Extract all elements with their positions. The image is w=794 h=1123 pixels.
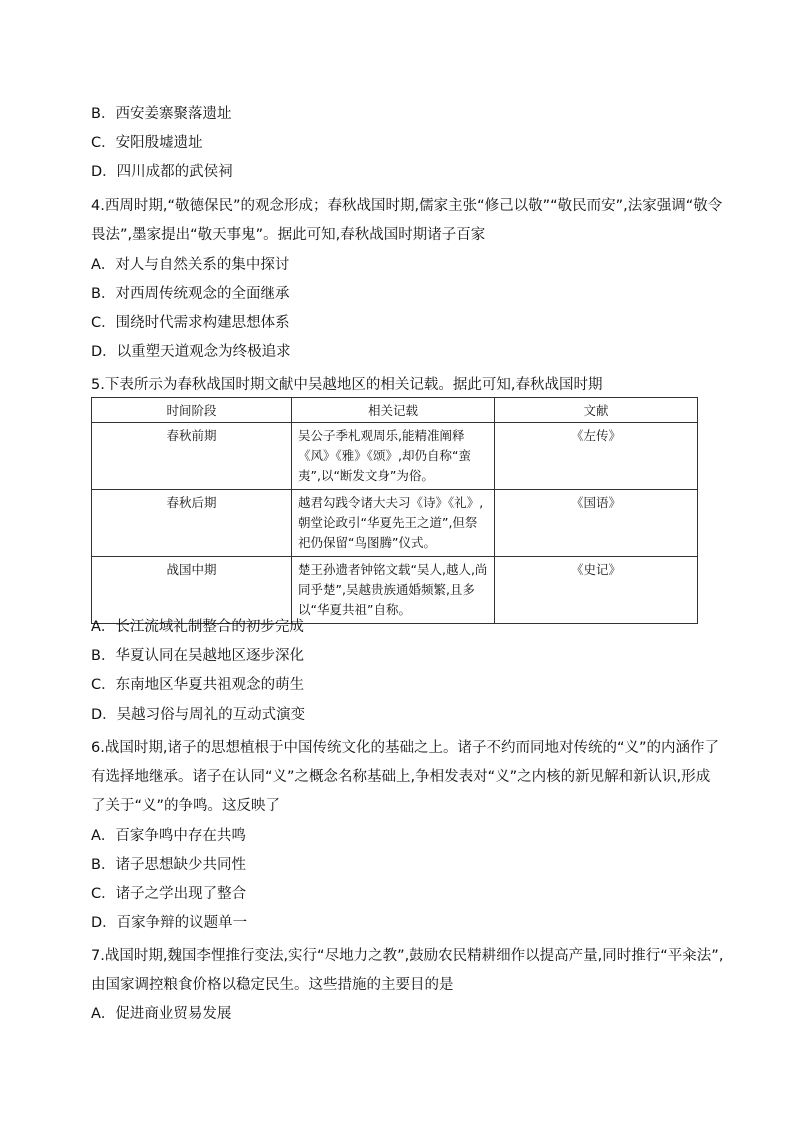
q6-option-d: D．百家争辩的议题单一	[91, 915, 248, 931]
table-row	[92, 490, 698, 557]
table-cell-source: 《国语》	[495, 490, 698, 557]
q6-option-c: C．诸子之学出现了整合	[91, 886, 247, 902]
table-cell-period: 战国中期	[92, 557, 292, 624]
q5-option-c: C．东南地区华夏共祖观念的萌生	[91, 677, 305, 693]
q6-stem-line3: 了关于“义”的争鸣。这反映了	[91, 798, 281, 814]
q6-stem-line2: 有选择地继承。诸子在认同“义”之概念名称基础上,争相发表对“义”之内核的新见解和新认识,形成	[91, 769, 711, 785]
q3-option-d: D．四川成都的武侯祠	[91, 164, 233, 180]
table-header-row	[92, 398, 698, 423]
q4-option-b: B．对西周传统观念的全面继承	[91, 286, 290, 302]
table-header-cell: 文献	[495, 398, 698, 423]
table-row	[92, 423, 698, 490]
q3-option-b: B．西安姜寨聚落遗址	[91, 106, 232, 122]
q4-option-d: D．以重塑天道观念为终极追求	[91, 344, 291, 360]
q7-option-a: A．促进商业贸易发展	[91, 1006, 232, 1022]
table-cell-record: 楚王孙遗者钟铭文载“吴人,越人,尚同乎楚”,吴越贵族通婚频繁,且多以“华夏共祖”自称。	[292, 557, 495, 624]
q7-stem-line2: 由国家调控粮食价格以稳定民生。这些措施的主要目的是	[91, 977, 454, 993]
table-row	[92, 557, 698, 624]
table-cell-source: 《史记》	[495, 557, 698, 624]
q5-option-a: A．长江流域礼制整合的初步完成	[91, 619, 304, 635]
q6-option-b: B．诸子思想缺少共同性	[91, 857, 246, 873]
q7-stem-line1: 7.战国时期,魏国李悝推行变法,实行“尽地力之教”,鼓励农民精耕细作以提高产量,同时推行“平籴法”,	[91, 948, 724, 964]
table-header-cell: 时间阶段	[92, 398, 292, 423]
q6-option-a: A．百家争鸣中存在共鸣	[91, 828, 246, 844]
table-cell-source: 《左传》	[495, 423, 698, 490]
table-cell-period: 春秋前期	[92, 423, 292, 490]
table-cell-record: 吴公子季札观周乐,能精准阐释《风》《雅》《颂》,却仍自称“蛮夷”,以“断发文身”为俗。	[292, 423, 495, 490]
q4-option-c: C．围绕时代需求构建思想体系	[91, 315, 290, 331]
q5-stem: 5.下表所示为春秋战国时期文献中吴越地区的相关记载。据此可知,春秋战国时期	[91, 377, 603, 393]
q5-records-table	[91, 397, 698, 624]
q4-option-a: A．对人与自然关系的集中探讨	[91, 257, 290, 273]
q5-option-d: D．吴越习俗与周礼的互动式演变	[91, 707, 306, 723]
table-header-cell: 相关记载	[292, 398, 495, 423]
table-cell-record: 越君勾践令诸大夫习《诗》《礼》,朝堂论政引“华夏先王之道”,但祭祀仍保留“鸟图腾”仪式。	[292, 490, 495, 557]
q5-option-b: B．华夏认同在吴越地区逐步深化	[91, 648, 304, 664]
q3-option-c: C．安阳殷墟遗址	[91, 135, 203, 151]
table-cell-period: 春秋后期	[92, 490, 292, 557]
q4-stem-line1: 4.西周时期,“敬德保民”的观念形成；春秋战国时期,儒家主张“修己以敬”“敬民而安”,法家强调“敬令	[91, 198, 723, 214]
q4-stem-line2: 畏法”,墨家提出“敬天事鬼”。据此可知,春秋战国时期诸子百家	[91, 227, 486, 243]
q6-stem-line1: 6.战国时期,诸子的思想植根于中国传统文化的基础之上。诸子不约而同地对传统的“义”的内涵作了	[91, 740, 719, 756]
